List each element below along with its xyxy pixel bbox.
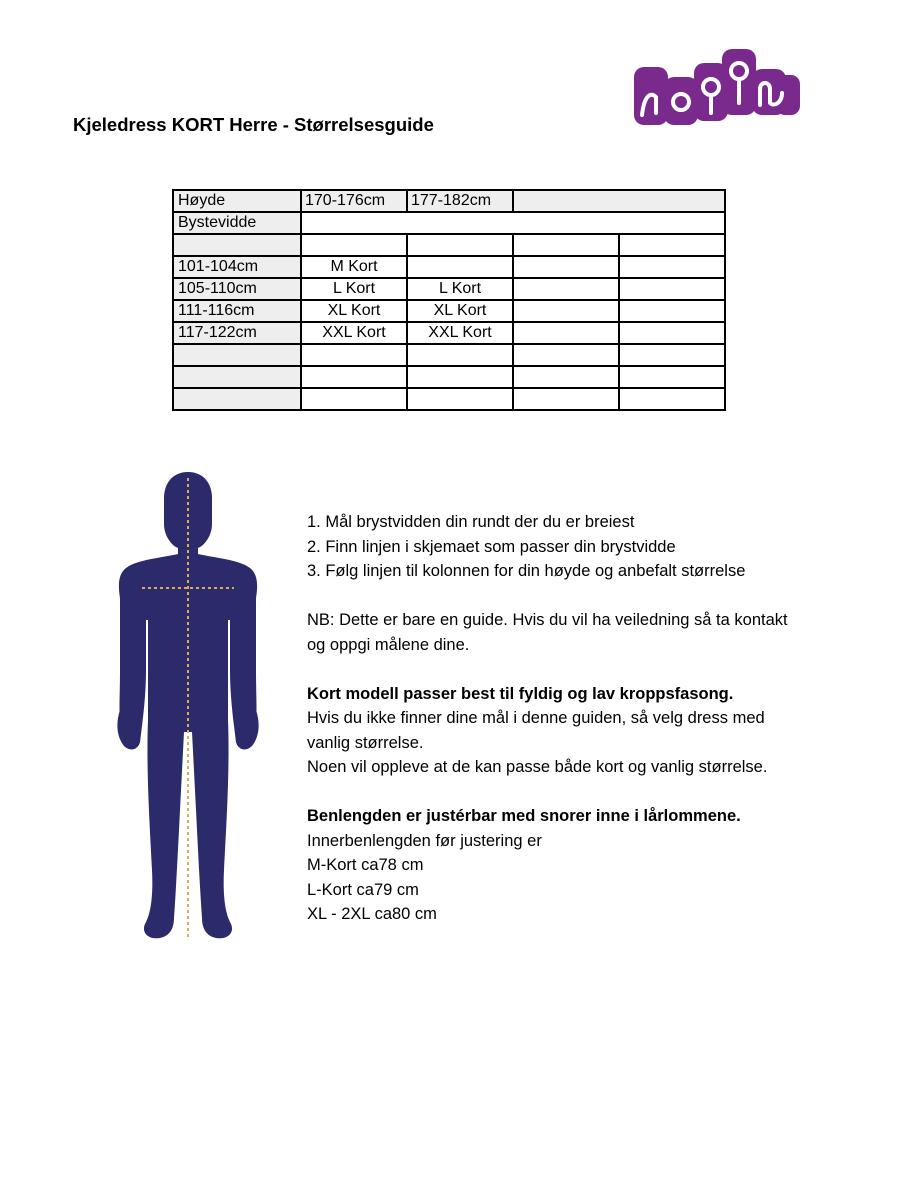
chest-cell xyxy=(173,234,301,256)
height-header-row xyxy=(173,190,725,212)
size-cell: XXL Kort xyxy=(301,322,407,344)
size-cell xyxy=(301,234,407,256)
size-cell: M Kort xyxy=(301,256,407,278)
size-cell xyxy=(301,366,407,388)
size-cell xyxy=(513,256,619,278)
size-cell xyxy=(513,388,619,410)
body-measurement-figure xyxy=(108,470,268,945)
leg-value: XL - 2XL ca80 cm xyxy=(307,905,437,923)
chest-header-row xyxy=(173,212,725,234)
size-cell xyxy=(407,388,513,410)
table-row xyxy=(173,388,725,410)
size-cell xyxy=(407,234,513,256)
chest-cell: 117-122cm xyxy=(173,322,301,344)
leg-value: M-Kort ca78 cm xyxy=(307,856,424,874)
size-cell xyxy=(407,366,513,388)
table-row xyxy=(173,344,725,366)
size-cell xyxy=(619,344,725,366)
size-table xyxy=(172,189,726,411)
chest-cell: 101-104cm xyxy=(173,256,301,278)
size-cell xyxy=(619,388,725,410)
table-row xyxy=(173,256,725,278)
note-text: og oppgi målene dine. xyxy=(307,635,470,654)
height-cell: 177-182cm xyxy=(407,190,513,212)
table-row xyxy=(173,278,725,300)
chest-header-blank xyxy=(301,212,725,234)
size-cell xyxy=(407,344,513,366)
size-cell: L Kort xyxy=(407,278,513,300)
size-cell xyxy=(407,256,513,278)
size-cell xyxy=(619,366,725,388)
instructions xyxy=(307,510,867,927)
brand-logo xyxy=(634,47,800,129)
table-row xyxy=(173,322,725,344)
size-cell: L Kort xyxy=(301,278,407,300)
note-text: NB: Dette er bare en guide. Hvis du vil ha veiledning så ta kontakt xyxy=(307,611,788,629)
chest-cell xyxy=(173,366,301,388)
table-row xyxy=(173,300,725,322)
size-cell xyxy=(513,234,619,256)
height-label: Høyde xyxy=(173,190,301,212)
size-cell xyxy=(513,344,619,366)
size-cell xyxy=(513,322,619,344)
table-row xyxy=(173,366,725,388)
size-cell xyxy=(619,278,725,300)
chest-cell xyxy=(173,388,301,410)
size-cell xyxy=(619,300,725,322)
size-cell: XL Kort xyxy=(407,300,513,322)
chest-label: Bystevidde xyxy=(173,212,301,234)
chest-cell: 111-116cm xyxy=(173,300,301,322)
leg-intro: Innerbenlengden før justering er xyxy=(307,831,542,850)
leg-value: L-Kort ca79 cm xyxy=(307,880,419,899)
size-cell: XXL Kort xyxy=(407,322,513,344)
table-row xyxy=(173,234,725,256)
fit-text: vanlig størrelse. xyxy=(307,733,424,752)
leg-heading: Benlengden er justérbar med snorer inne i lårlommene. xyxy=(307,807,741,825)
height-cell: 170-176cm xyxy=(301,190,407,212)
chest-cell xyxy=(173,344,301,366)
height-cell xyxy=(513,190,725,212)
size-cell xyxy=(301,388,407,410)
instruction-step: 1. Mål brystvidden din rundt der du er breiest xyxy=(307,513,635,531)
size-cell xyxy=(513,300,619,322)
size-cell xyxy=(619,322,725,344)
fit-text: Noen vil oppleve at de kan passe både kort og vanlig størrelse. xyxy=(307,758,768,776)
fit-text: Hvis du ikke finner dine mål i denne guiden, så velg dress med xyxy=(307,709,765,727)
instruction-step: 3. Følg linjen til kolonnen for din høyde og anbefalt størrelse xyxy=(307,562,746,580)
fit-heading: Kort modell passer best til fyldig og lav kroppsfasong. xyxy=(307,684,734,703)
page-title: Kjeledress KORT Herre - Størrelsesguide xyxy=(73,114,434,135)
instruction-step: 2. Finn linjen i skjemaet som passer din brystvidde xyxy=(307,537,676,556)
size-cell: XL Kort xyxy=(301,300,407,322)
size-cell xyxy=(513,366,619,388)
size-cell xyxy=(513,278,619,300)
size-cell xyxy=(619,234,725,256)
size-cell xyxy=(301,344,407,366)
chest-cell: 105-110cm xyxy=(173,278,301,300)
size-cell xyxy=(619,256,725,278)
